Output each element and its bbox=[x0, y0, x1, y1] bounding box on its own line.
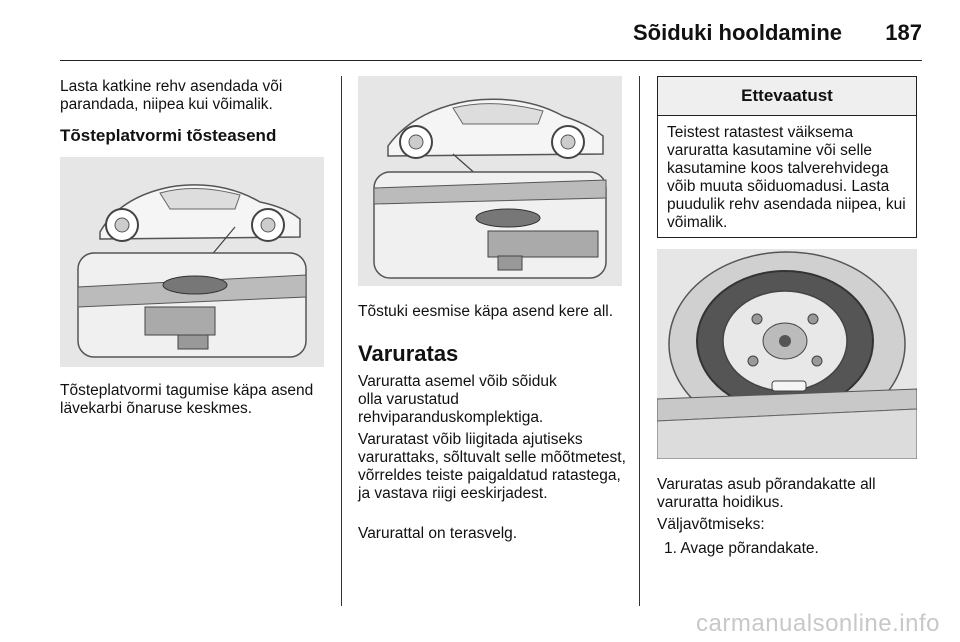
col1-intro: Lasta katkine rehv asendada või parandada, niipea kui võimalik. bbox=[60, 78, 283, 113]
col3-caption: Varuratas asub põrandakatte all varuratta hoidikus. bbox=[657, 476, 876, 511]
header-rule bbox=[60, 60, 922, 61]
col2-caption: Tõstuki eesmise käpa asend kere all. bbox=[358, 303, 614, 320]
figure-spare-wheel bbox=[657, 249, 917, 459]
rear-lift-illustration bbox=[60, 157, 324, 367]
warning-title: Ettevaatust bbox=[658, 77, 916, 116]
col2-para2: Varuratast võib liigitada ajutiseks varurattaks, sõltuvalt selle mõõtmetest, võrreldes teiste paigaldatud ratastega, ja vastava riigi eeskirjadest. bbox=[358, 431, 626, 502]
watermark: carmanualsonline.info bbox=[696, 610, 940, 637]
col2-para1: Varuratta asemel võib sõiduk olla varustatud rehviparanduskomplektiga. bbox=[358, 373, 557, 426]
column-divider-1 bbox=[341, 76, 342, 606]
page-number: 187 bbox=[885, 20, 922, 45]
col1-subheading: Tõsteplatvormi tõsteasend bbox=[60, 126, 277, 145]
front-lift-illustration bbox=[358, 76, 622, 286]
col2-para3: Varurattal on terasvelg. bbox=[358, 525, 518, 542]
figure-rear-lift-point bbox=[60, 157, 324, 367]
warning-box bbox=[657, 76, 917, 238]
running-header-title: Sõiduki hooldamine bbox=[632, 20, 842, 45]
column-divider-2 bbox=[639, 76, 640, 606]
figure-front-lift-point bbox=[358, 76, 622, 286]
removal-intro: Väljavõtmiseks: bbox=[657, 516, 765, 533]
removal-step-1: 1. Avage põrandakate. bbox=[664, 540, 819, 557]
warning-text: Teistest ratastest väiksema varuratta kasutamine või selle kasutamine koos talverehvidega võib muuta sõiduomadusi. Lasta puudulik rehv asendada niipea, kui võimalik. bbox=[667, 124, 906, 231]
col1-caption: Tõsteplatvormi tagumise käpa asend lävekarbi õnaruse keskmes. bbox=[60, 382, 314, 417]
spare-wheel-illustration bbox=[657, 249, 917, 459]
col2-heading: Varuratas bbox=[358, 341, 459, 366]
